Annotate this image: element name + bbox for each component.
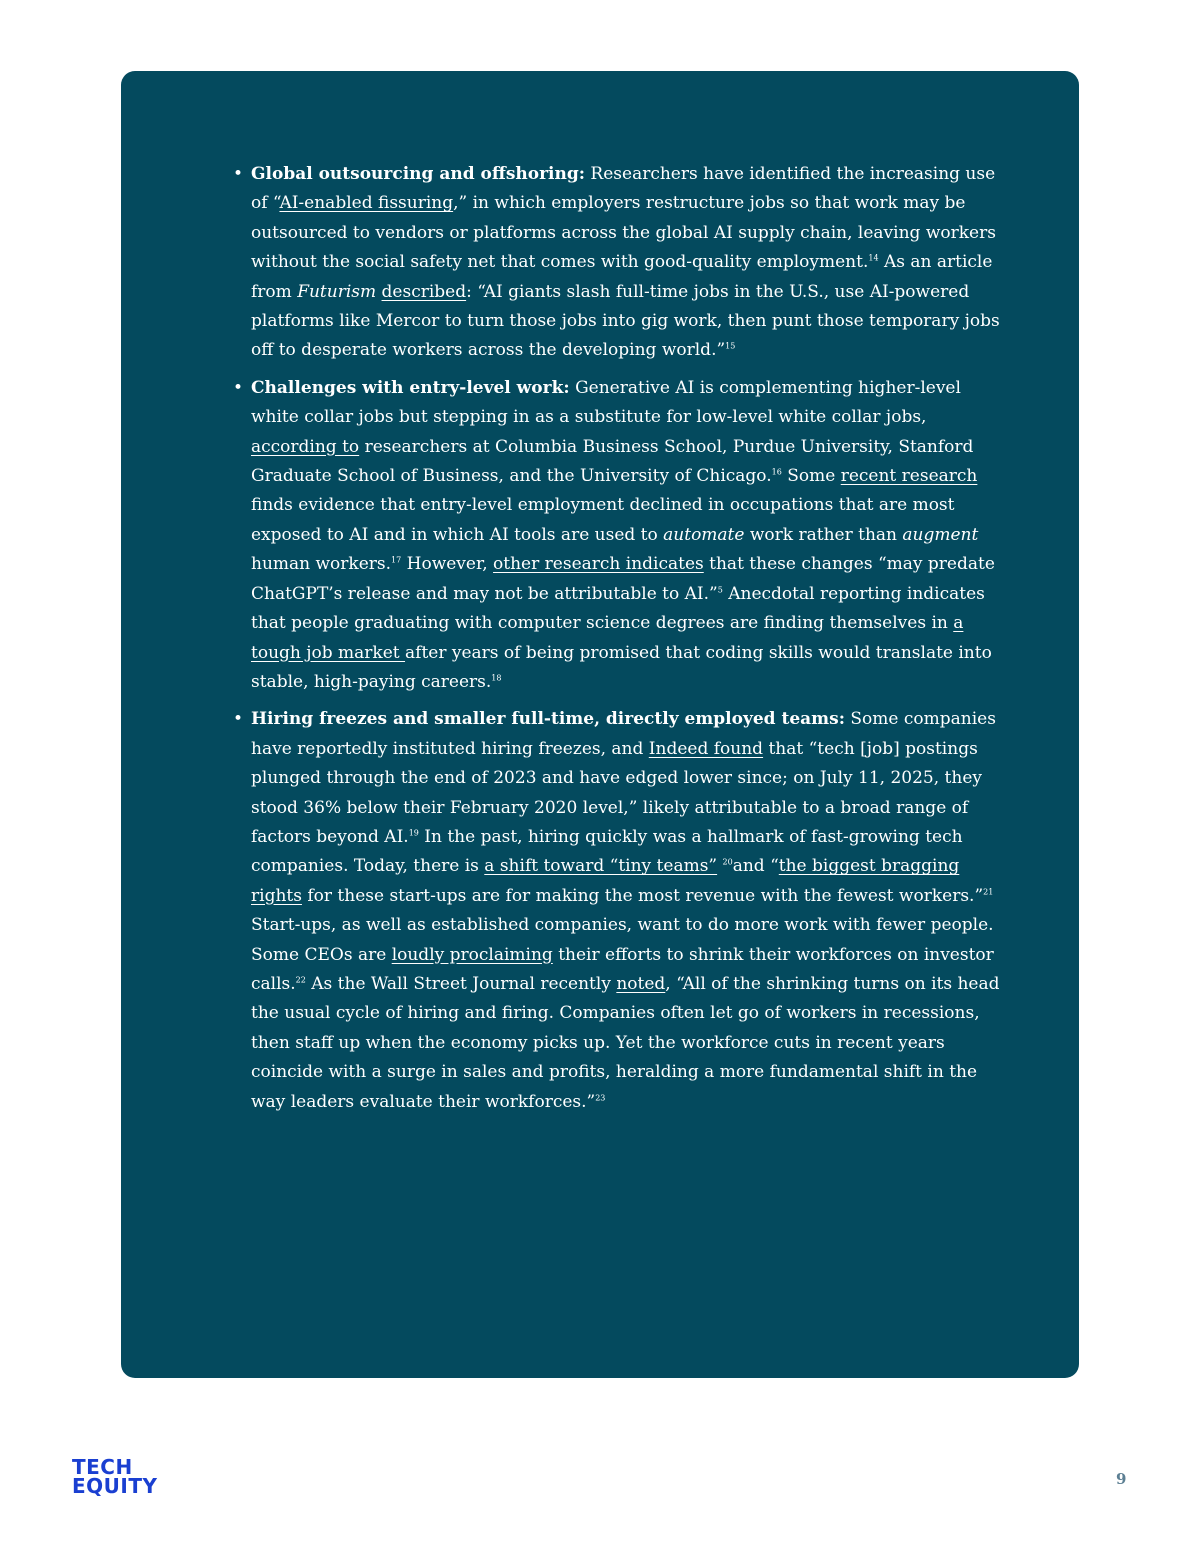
link-according-to[interactable]: according to — [251, 436, 360, 457]
link-other-research-indicates[interactable]: other research indicates — [493, 554, 704, 575]
footnote-ref[interactable]: 16 — [771, 467, 782, 477]
bullet-list — [251, 160, 1001, 1125]
footnote-ref[interactable]: 23 — [595, 1092, 606, 1102]
link-a-tough-job-market[interactable]: a tough job market — [251, 613, 964, 663]
link-indeed-found[interactable]: Indeed found — [648, 738, 764, 759]
footnote-ref[interactable]: 22 — [295, 975, 306, 985]
footnote-ref[interactable]: 17 — [391, 555, 402, 565]
footnote-ref[interactable]: 21 — [983, 887, 994, 897]
footnote-ref[interactable]: 18 — [491, 673, 502, 683]
page-number: 9 — [1116, 1470, 1127, 1488]
logo-line-2: EQUITY — [72, 1474, 158, 1498]
techequity-logo — [72, 1455, 158, 1498]
link-described[interactable]: described — [381, 281, 467, 302]
link-noted[interactable]: noted — [616, 973, 666, 994]
link-loudly-proclaiming[interactable]: loudly proclaiming — [391, 944, 553, 965]
bullet-global-outsourcing: • Global outsourcing and offshoring: Researchers have identified the increasing use of “AI-enabled fissuring,” in which employers restructure jobs so that work may be outsourced to vendors or platforms across the global AI supply chain, leaving workers without the social safety net that comes with good-quality employment.$^{14}$ As an article from Futurism described: “AI giants slash full-time jobs in the U.S., use AI-powered platforms like Mercor to turn those jobs into gig work, then punt those temporary jobs off to desperate workers across the developing world.”$^{15}$ — [251, 160, 1001, 366]
footnote-ref[interactable]: 14 — [868, 253, 879, 263]
bullet-hiring-freezes: • Hiring freezes and smaller full-time, directly employed teams: Some companies have reportedly instituted hiring freezes, and Indeed found that “tech [job] postings plunged through the end of 2023 and have edged lower since; on July 11, 2025, they stood 36% below their February 2020 level,” likely attributable to a broad range of factors beyond AI.$^{19}$ In the past, hiring quickly was a hallmark of fast-growing tech companies. Today, there is a shift toward “tiny teams” $^{20}$and “the biggest bragging rights for these start-ups are for making the most revenue with the fewest workers.”$^{21}$ Start-ups, as well as established companies, want to do more work with fewer people. Some CEOs are loudly proclaiming their efforts to shrink their workforces on investor calls.$^{22}$ As the Wall Street Journal recently noted, “All of the shrinking turns on its head the usual cycle of hiring and firing. Companies often let go of workers in recessions, then staff up when the economy picks up. Yet the workforce cuts in recent years coincide with a surge in sales and profits, heralding a more fundamental shift in the way leaders evaluate their workforces.”$^{23}$ — [251, 705, 1001, 1117]
bullet-heading: Global outsourcing and offshoring: — [251, 164, 586, 184]
footnote-ref[interactable]: 15 — [725, 341, 736, 351]
bullet-entry-level-work: • Challenges with entry-level work: Generative AI is complementing higher-level white collar jobs but stepping in as a substitute for low-level white collar jobs, according to researchers at Columbia Business School, Purdue University, Stanford Graduate School of Business, and the University of Chicago.$^{16}$ Some recent research finds evidence that entry-level employment declined in occupations that are most exposed to AI and in which AI tools are used to automate work rather than augment human workers.$^{17}$ However, other research indicates that these changes “may predate ChatGPT’s release and may not be attributable to AI.”$^5$ Anecdotal reporting indicates that people graduating with computer science degrees are finding themselves in a tough job market after years of being promised that coding skills would translate into stable, high-paying careers.$^{18}$ — [251, 374, 1001, 697]
footnote-ref[interactable]: 19 — [408, 828, 419, 838]
logo-line-1: TECH — [72, 1455, 133, 1479]
link-ai-enabled-fissuring[interactable]: AI-enabled fissuring — [279, 193, 454, 214]
link-biggest-bragging-rights[interactable]: the biggest bragging rights — [251, 856, 960, 906]
footnote-ref[interactable]: 20 — [722, 857, 733, 867]
link-recent-research[interactable]: recent research — [840, 466, 978, 487]
bullet-heading: Hiring freezes and smaller full-time, directly employed teams: — [251, 709, 845, 730]
footnote-ref[interactable]: 5 — [717, 585, 723, 595]
bullet-heading: Challenges with entry-level work: — [251, 377, 570, 398]
link-shift-toward-tiny-teams[interactable]: a shift toward “tiny teams” — [484, 856, 718, 877]
